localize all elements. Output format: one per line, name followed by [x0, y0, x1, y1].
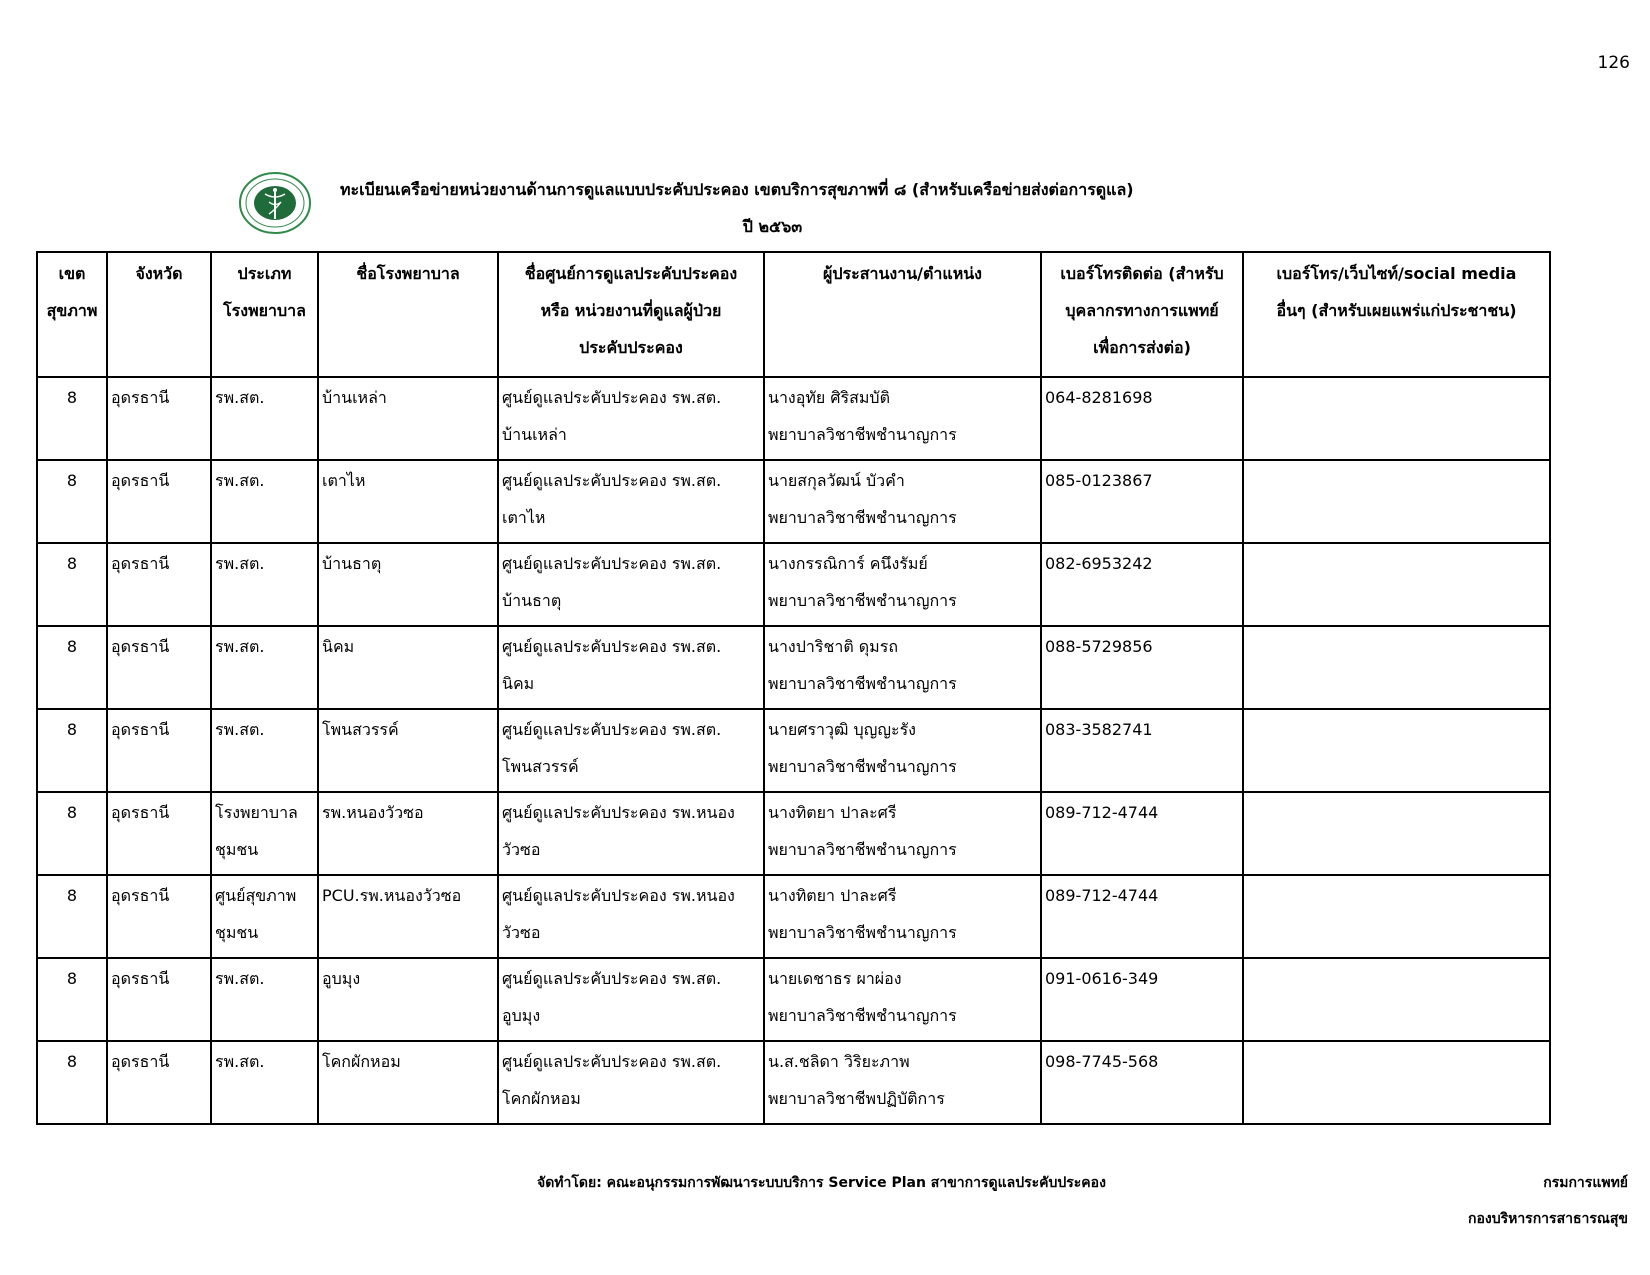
table-row	[37, 543, 1550, 626]
header-hospital	[318, 252, 498, 377]
cell-center-line: โคกผักหอม	[502, 1089, 581, 1108]
cell-type-line: รพ.สต.	[215, 969, 265, 988]
cell-public-contact	[1243, 377, 1550, 460]
cell-center	[498, 460, 764, 543]
cell-coordinator-line: พยาบาลวิชาชีพชำนาญการ	[768, 1006, 957, 1025]
header-zone	[37, 252, 107, 377]
cell-coordinator-line: พยาบาลวิชาชีพชำนาญการ	[768, 840, 957, 859]
cell-coordinator-line: พยาบาลวิชาชีพชำนาญการ	[768, 591, 957, 610]
cell-zone: 8	[37, 792, 107, 875]
cell-center-line: วัวซอ	[502, 840, 541, 859]
cell-province: อุดรธานี	[107, 377, 211, 460]
cell-center	[498, 958, 764, 1041]
cell-type	[211, 875, 318, 958]
cell-coordinator-line: น.ส.ชลิดา วิริยะภาพ	[768, 1052, 910, 1071]
header-center-line: หรือ หน่วยงานที่ดูแลผู้ป่วย	[540, 301, 722, 320]
cell-coordinator	[764, 460, 1041, 543]
cell-type-line: รพ.สต.	[215, 720, 265, 739]
cell-coordinator-line: พยาบาลวิชาชีพชำนาญการ	[768, 674, 957, 693]
cell-center-line: บ้านธาตุ	[502, 591, 562, 610]
header-phone	[1041, 252, 1243, 377]
cell-type-line: ชุมชน	[215, 923, 259, 942]
cell-type-line: ศูนย์สุขภาพ	[215, 886, 297, 905]
cell-type-line: รพ.สต.	[215, 554, 265, 573]
cell-coordinator	[764, 958, 1041, 1041]
cell-public-contact	[1243, 792, 1550, 875]
footer-prepared-by: จัดทำโดย: คณะอนุกรรมการพัฒนาระบบบริการ Service Plan สาขาการดูแลประคับประคอง	[537, 1175, 1106, 1191]
cell-phone: 098-7745-568	[1041, 1041, 1243, 1124]
cell-type-line: รพ.สต.	[215, 1052, 265, 1071]
cell-type	[211, 460, 318, 543]
cell-province: อุดรธานี	[107, 460, 211, 543]
cell-coordinator	[764, 1041, 1041, 1124]
cell-type	[211, 543, 318, 626]
cell-center	[498, 875, 764, 958]
table-row	[37, 958, 1550, 1041]
cell-center-line: ศูนย์ดูแลประคับประคอง รพ.สต.	[502, 637, 722, 656]
table-row	[37, 709, 1550, 792]
cell-coordinator-line: นางอุทัย ศิริสมบัติ	[768, 388, 890, 407]
cell-type-line: รพ.สต.	[215, 388, 265, 407]
cell-coordinator-line: พยาบาลวิชาชีพชำนาญการ	[768, 508, 957, 527]
cell-hospital: PCU.รพ.หนองวัวซอ	[318, 875, 498, 958]
cell-coordinator	[764, 709, 1041, 792]
table-header-row	[37, 252, 1550, 377]
cell-coordinator	[764, 543, 1041, 626]
header-zone-line: สุขภาพ	[46, 301, 98, 320]
cell-zone: 8	[37, 543, 107, 626]
header-center-line: ชื่อศูนย์การดูแลประคับประคอง	[524, 264, 738, 283]
cell-province: อุดรธานี	[107, 709, 211, 792]
header-public-contact-line: อื่นๆ (สำหรับเผยแพร่แก่ประชาชน)	[1276, 301, 1517, 320]
cell-coordinator	[764, 377, 1041, 460]
cell-phone: 091-0616-349	[1041, 958, 1243, 1041]
cell-center	[498, 709, 764, 792]
cell-center-line: ศูนย์ดูแลประคับประคอง รพ.สต.	[502, 720, 722, 739]
cell-phone: 089-712-4744	[1041, 792, 1243, 875]
cell-center	[498, 377, 764, 460]
cell-public-contact	[1243, 875, 1550, 958]
cell-zone: 8	[37, 1041, 107, 1124]
cell-zone: 8	[37, 626, 107, 709]
header-public-contact-line: เบอร์โทร/เว็บไซท์/social media	[1276, 264, 1517, 283]
cell-coordinator-line: นายสกุลวัฒน์ บัวคำ	[768, 471, 905, 490]
cell-type	[211, 1041, 318, 1124]
header-province	[107, 252, 211, 377]
cell-hospital: เตาไห	[318, 460, 498, 543]
cell-type-line: ชุมชน	[215, 840, 259, 859]
header-type	[211, 252, 318, 377]
cell-zone: 8	[37, 377, 107, 460]
cell-center	[498, 1041, 764, 1124]
cell-type	[211, 709, 318, 792]
header-coordinator-line: ผู้ประสานงาน/ตำแหน่ง	[823, 264, 982, 283]
header-coordinator	[764, 252, 1041, 377]
cell-type-line: โรงพยาบาล	[215, 803, 298, 822]
cell-zone: 8	[37, 875, 107, 958]
cell-phone: 064-8281698	[1041, 377, 1243, 460]
header-hospital-line: ชื่อโรงพยาบาล	[356, 264, 460, 283]
header-type-line: ประเภท	[237, 264, 292, 283]
cell-hospital: โพนสวรรค์	[318, 709, 498, 792]
cell-zone: 8	[37, 460, 107, 543]
table-row	[37, 377, 1550, 460]
header-center-line: ประคับประคอง	[579, 338, 683, 357]
cell-center-line: เตาไห	[502, 508, 546, 527]
cell-hospital: โคกผักหอม	[318, 1041, 498, 1124]
table-row	[37, 460, 1550, 543]
cell-type	[211, 792, 318, 875]
cell-coordinator-line: พยาบาลวิชาชีพปฏิบัติการ	[768, 1089, 945, 1108]
cell-center-line: โพนสวรรค์	[502, 757, 579, 776]
cell-public-contact	[1243, 1041, 1550, 1124]
cell-hospital: บ้านเหล่า	[318, 377, 498, 460]
document-title: ทะเบียนเครือข่ายหน่วยงานด้านการดูแลแบบประคับประคอง เขตบริการสุขภาพที่ ๘ (สำหรับเครือข่ายส่งต่อการดูแล)	[340, 180, 1134, 199]
header-zone-line: เขต	[58, 264, 86, 283]
cell-type-line: รพ.สต.	[215, 471, 265, 490]
cell-type-line: รพ.สต.	[215, 637, 265, 656]
cell-type	[211, 958, 318, 1041]
cell-public-contact	[1243, 958, 1550, 1041]
cell-center-line: ศูนย์ดูแลประคับประคอง รพ.หนอง	[502, 803, 735, 822]
cell-center-line: บ้านเหล่า	[502, 425, 567, 444]
cell-province: อุดรธานี	[107, 875, 211, 958]
cell-center-line: นิคม	[502, 674, 535, 693]
cell-center	[498, 792, 764, 875]
footer-department: กรมการแพทย์	[1543, 1175, 1628, 1191]
cell-type	[211, 377, 318, 460]
cell-province: อุดรธานี	[107, 792, 211, 875]
cell-coordinator-line: พยาบาลวิชาชีพชำนาญการ	[768, 757, 957, 776]
cell-zone: 8	[37, 958, 107, 1041]
cell-province: อุดรธานี	[107, 543, 211, 626]
cell-phone: 085-0123867	[1041, 460, 1243, 543]
registry-table	[36, 251, 1551, 1125]
table-row	[37, 875, 1550, 958]
cell-coordinator	[764, 792, 1041, 875]
header-phone-line: บุคลากรทางการแพทย์	[1065, 301, 1219, 320]
cell-center-line: วัวซอ	[502, 923, 541, 942]
cell-coordinator	[764, 626, 1041, 709]
cell-coordinator-line: นางทิตยา ปาละศรี	[768, 886, 897, 905]
cell-center	[498, 626, 764, 709]
cell-coordinator-line: นางทิตยา ปาละศรี	[768, 803, 897, 822]
cell-center-line: ศูนย์ดูแลประคับประคอง รพ.สต.	[502, 471, 722, 490]
cell-coordinator-line: พยาบาลวิชาชีพชำนาญการ	[768, 425, 957, 444]
table-row	[37, 1041, 1550, 1124]
cell-center	[498, 543, 764, 626]
header-province-line: จังหวัด	[135, 264, 183, 283]
cell-hospital: รพ.หนองวัวซอ	[318, 792, 498, 875]
cell-public-contact	[1243, 460, 1550, 543]
footer-division: กองบริหารการสาธารณสุข	[1467, 1211, 1628, 1227]
cell-coordinator-line: นายศราวุฒิ บุญญะรัง	[768, 720, 916, 739]
cell-center-line: ศูนย์ดูแลประคับประคอง รพ.สต.	[502, 969, 722, 988]
cell-coordinator	[764, 875, 1041, 958]
cell-phone: 083-3582741	[1041, 709, 1243, 792]
header-phone-line: เบอร์โทรติดต่อ (สำหรับ	[1060, 264, 1224, 283]
cell-province: อุดรธานี	[107, 626, 211, 709]
header-type-line: โรงพยาบาล	[223, 301, 306, 320]
cell-center-line: อูบมุง	[502, 1006, 541, 1025]
table-row	[37, 792, 1550, 875]
cell-hospital: อูบมุง	[318, 958, 498, 1041]
table-row	[37, 626, 1550, 709]
document-year: ปี ๒๕๖๓	[742, 217, 803, 236]
cell-coordinator-line: นางกรรณิการ์ คนึงรัมย์	[768, 554, 928, 573]
cell-public-contact	[1243, 543, 1550, 626]
cell-phone: 082-6953242	[1041, 543, 1243, 626]
cell-public-contact	[1243, 626, 1550, 709]
cell-province: อุดรธานี	[107, 1041, 211, 1124]
header-center	[498, 252, 764, 377]
cell-center-line: ศูนย์ดูแลประคับประคอง รพ.หนอง	[502, 886, 735, 905]
header-phone-line: เพื่อการส่งต่อ)	[1093, 338, 1191, 357]
cell-public-contact	[1243, 709, 1550, 792]
cell-type	[211, 626, 318, 709]
cell-coordinator-line: พยาบาลวิชาชีพชำนาญการ	[768, 923, 957, 942]
cell-hospital: บ้านธาตุ	[318, 543, 498, 626]
header-public-contact	[1243, 252, 1550, 377]
cell-phone: 088-5729856	[1041, 626, 1243, 709]
cell-zone: 8	[37, 709, 107, 792]
cell-center-line: ศูนย์ดูแลประคับประคอง รพ.สต.	[502, 554, 722, 573]
cell-phone: 089-712-4744	[1041, 875, 1243, 958]
cell-hospital: นิคม	[318, 626, 498, 709]
cell-province: อุดรธานี	[107, 958, 211, 1041]
cell-coordinator-line: นางปาริชาติ ดุมรถ	[768, 637, 899, 656]
page-number: 126	[1597, 53, 1630, 73]
cell-coordinator-line: นายเดชาธร ผาผ่อง	[768, 969, 902, 988]
cell-center-line: ศูนย์ดูแลประคับประคอง รพ.สต.	[502, 1052, 722, 1071]
cell-center-line: ศูนย์ดูแลประคับประคอง รพ.สต.	[502, 388, 722, 407]
